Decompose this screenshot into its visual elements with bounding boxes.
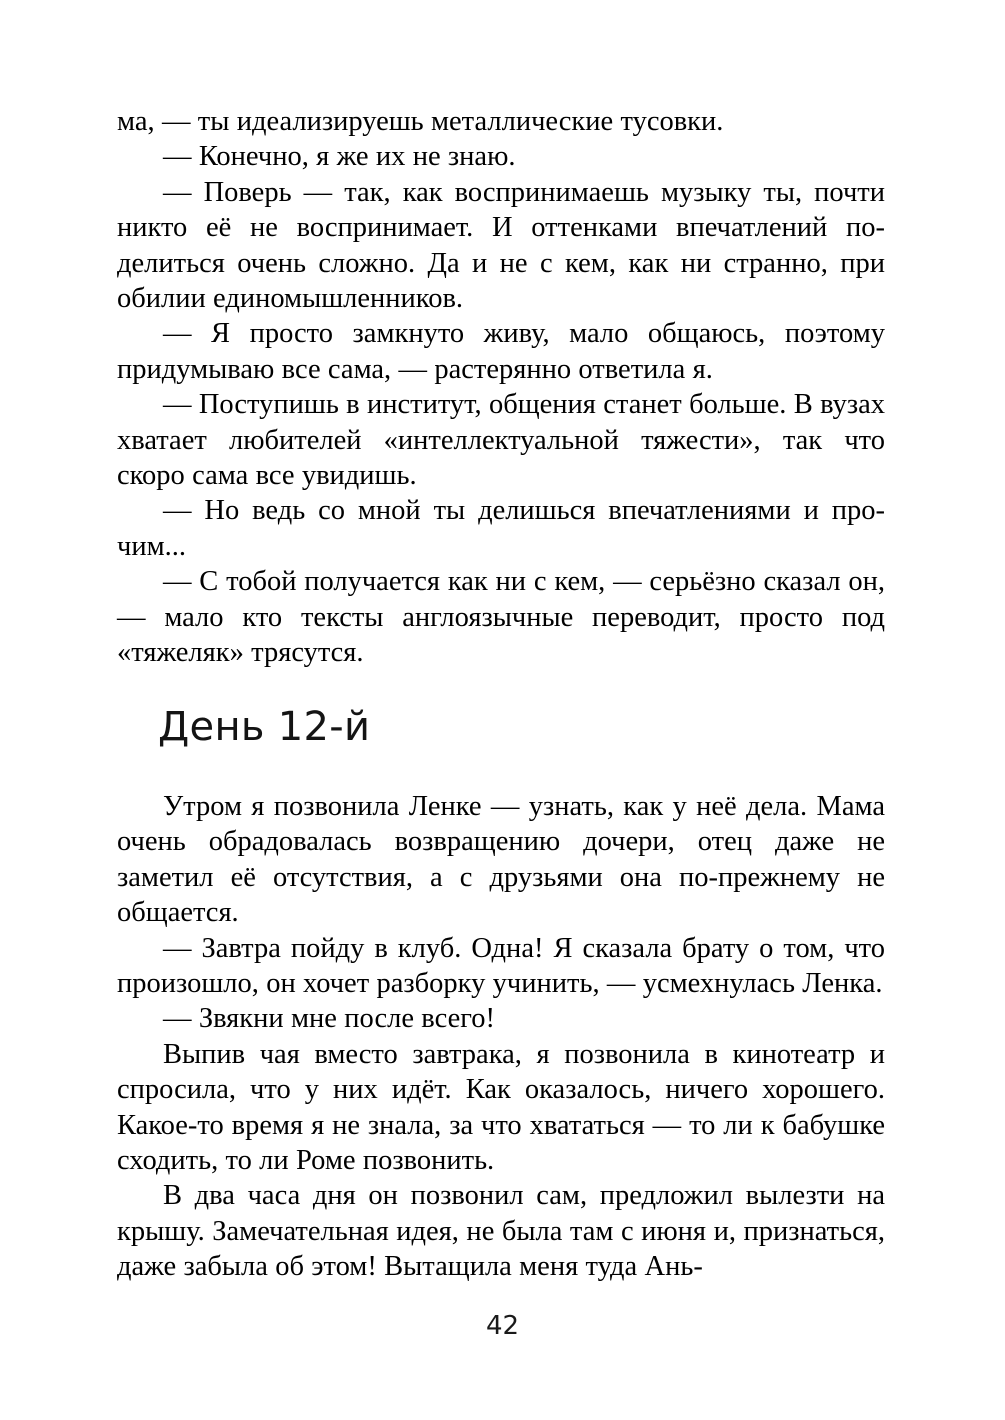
paragraph: — Я просто замкнуто живу, мало общаюсь, поэтому придумываю все сама, — растерянно ответила я.	[117, 318, 885, 385]
body-text-upper	[117, 104, 885, 671]
paragraph: — Завтра пойду в клуб. Одна! Я сказала брату о том, что произошло, он хочет разборку учинить, — усмехнулась Ленка.	[117, 932, 885, 1000]
paragraph: — Конечно, я же их не знаю.	[163, 141, 516, 173]
chapter-heading: День 12-й	[158, 704, 371, 750]
paragraph: В два часа дня он позвонил сам, предложил вылезти на крышу. Замечательная идея, не была там с июня и, признаться, даже забыла об этом! Вытащила меня туда Ань-	[117, 1180, 885, 1283]
paragraph: — Поступишь в институт, общения станет больше. В вузах хватает любителей «интеллектуальной тяжести», так что скоро сама все увидишь.	[117, 389, 885, 492]
paragraph: ма, — ты идеализируешь металлические тусовки.	[117, 106, 724, 137]
body-text-lower	[117, 789, 885, 1285]
paragraph: — С тобой получается как ни с кем, — серьёзно сказал он, — мало кто тексты англоязычные переводит, просто под «тяжеляк» трясутся.	[117, 566, 885, 669]
paragraph: — Поверь — так, как воспринимаешь музыку ты, почти никто её не воспринимает. И оттенками впечатлений поделиться очень сложно. Да и не с кем, как ни странно, при обилии единомышленников.	[117, 176, 885, 315]
paragraph: — Звякни мне после всего!	[163, 1003, 495, 1035]
paragraph: Утром я позвонила Ленке — узнать, как у неё дела. Мама очень обрадовалась возвращению дочери, отец даже не заметил её отсутствия, а с друзьями она по-прежнему не общается.	[117, 791, 885, 929]
paragraph: — Но ведь со мной ты делишься впечатлениями и прочим...	[117, 495, 885, 562]
paragraph: Выпив чая вместо завтрака, я позвонила в кинотеатр и спросила, что у них идёт. Как оказалось, ничего хорошего. Какое-то время я не знала, за что хвататься — то ли к бабушке сходить, то ли Роме позвонить.	[117, 1038, 885, 1177]
page-number: 42	[485, 1311, 520, 1341]
